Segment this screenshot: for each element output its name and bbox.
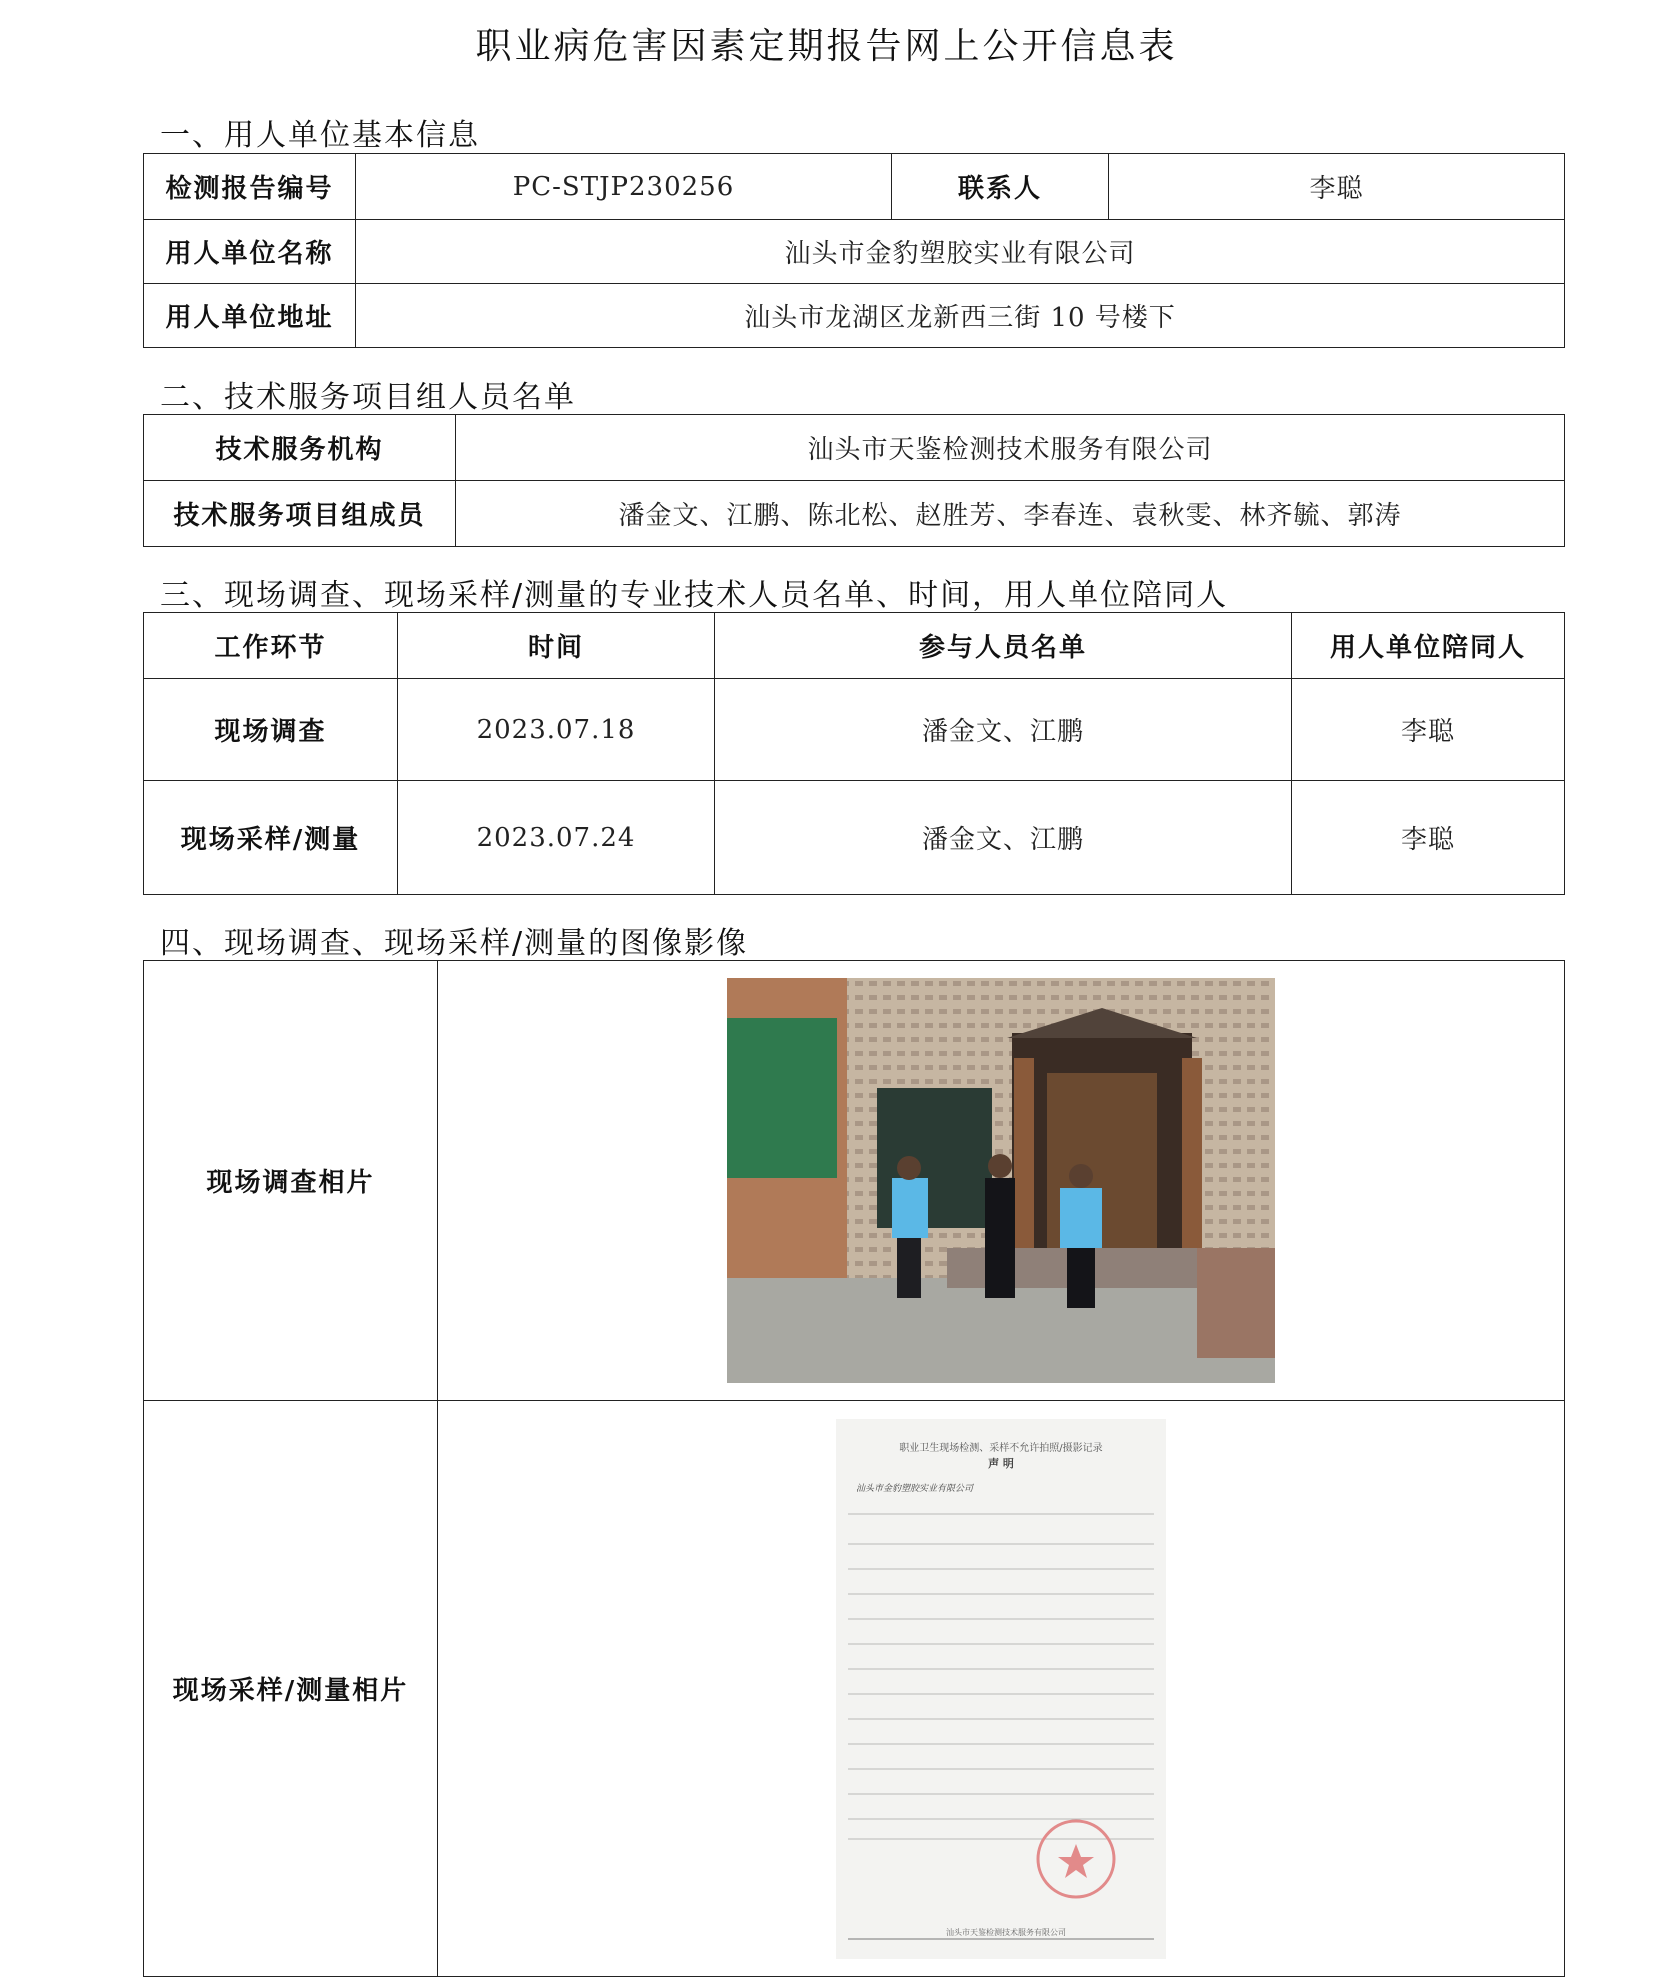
- report-no-label: 检测报告编号: [144, 154, 356, 220]
- address-value: 汕头市龙湖区龙新西三街 10 号楼下: [356, 284, 1565, 348]
- contact-value: 李聪: [1109, 154, 1565, 220]
- org-label: 技术服务机构: [144, 415, 456, 481]
- section-2-heading: 二、技术服务项目组人员名单: [160, 380, 576, 415]
- org-value: 汕头市天鉴检测技术服务有限公司: [456, 415, 1565, 481]
- photo-table: [143, 960, 1565, 1977]
- handwritten-company: 汕头市金豹塑胶实业有限公司: [856, 1483, 974, 1494]
- row-date: 2023.07.24: [398, 781, 715, 895]
- row-people: 潘金文、江鹏: [715, 679, 1292, 781]
- stamp-org-text: 汕头市天鉴检测技术服务有限公司: [946, 1927, 1066, 1937]
- photo2-cell: [438, 1401, 1565, 1977]
- photo1-label: 现场调查相片: [144, 961, 438, 1401]
- report-no-value: PC-STJP230256: [356, 154, 892, 220]
- no-photo-declaration-scan: [836, 1419, 1166, 1959]
- section-4-heading: 四、现场调查、现场采样/测量的图像影像: [160, 926, 749, 961]
- table-row: [144, 781, 1565, 895]
- basic-info-table: [143, 153, 1565, 348]
- row-stage: 现场调查: [144, 679, 398, 781]
- members-label: 技术服务项目组成员: [144, 481, 456, 547]
- row-people: 潘金文、江鹏: [715, 781, 1292, 895]
- header-stage: 工作环节: [144, 613, 398, 679]
- site-survey-photo: [727, 978, 1275, 1383]
- photo2-label: 现场采样/测量相片: [144, 1401, 438, 1977]
- header-time: 时间: [398, 613, 715, 679]
- row-escort: 李聪: [1292, 781, 1565, 895]
- row-escort: 李聪: [1292, 679, 1565, 781]
- page-title: 职业病危害因素定期报告网上公开信息表: [475, 26, 1178, 67]
- row-stage: 现场采样/测量: [144, 781, 398, 895]
- declaration-subtitle: 声 明: [988, 1456, 1014, 1470]
- team-table: [143, 414, 1565, 547]
- declaration-title: 职业卫生现场检测、采样不允许拍照/摄影记录: [899, 1442, 1103, 1454]
- row-date: 2023.07.18: [398, 679, 715, 781]
- company-label: 用人单位名称: [144, 220, 356, 284]
- section-3-heading: 三、现场调查、现场采样/测量的专业技术人员名单、时间，用人单位陪同人: [160, 578, 1229, 613]
- members-value: 潘金文、江鹏、陈北松、赵胜芳、李春连、袁秋雯、林齐毓、郭涛: [456, 481, 1565, 547]
- address-label: 用人单位地址: [144, 284, 356, 348]
- photo1-cell: [438, 961, 1565, 1401]
- company-value: 汕头市金豹塑胶实业有限公司: [356, 220, 1565, 284]
- table-row: [144, 679, 1565, 781]
- header-escort: 用人单位陪同人: [1292, 613, 1565, 679]
- schedule-table: [143, 612, 1565, 895]
- contact-label: 联系人: [892, 154, 1109, 220]
- header-people: 参与人员名单: [715, 613, 1292, 679]
- section-1-heading: 一、用人单位基本信息: [160, 118, 480, 153]
